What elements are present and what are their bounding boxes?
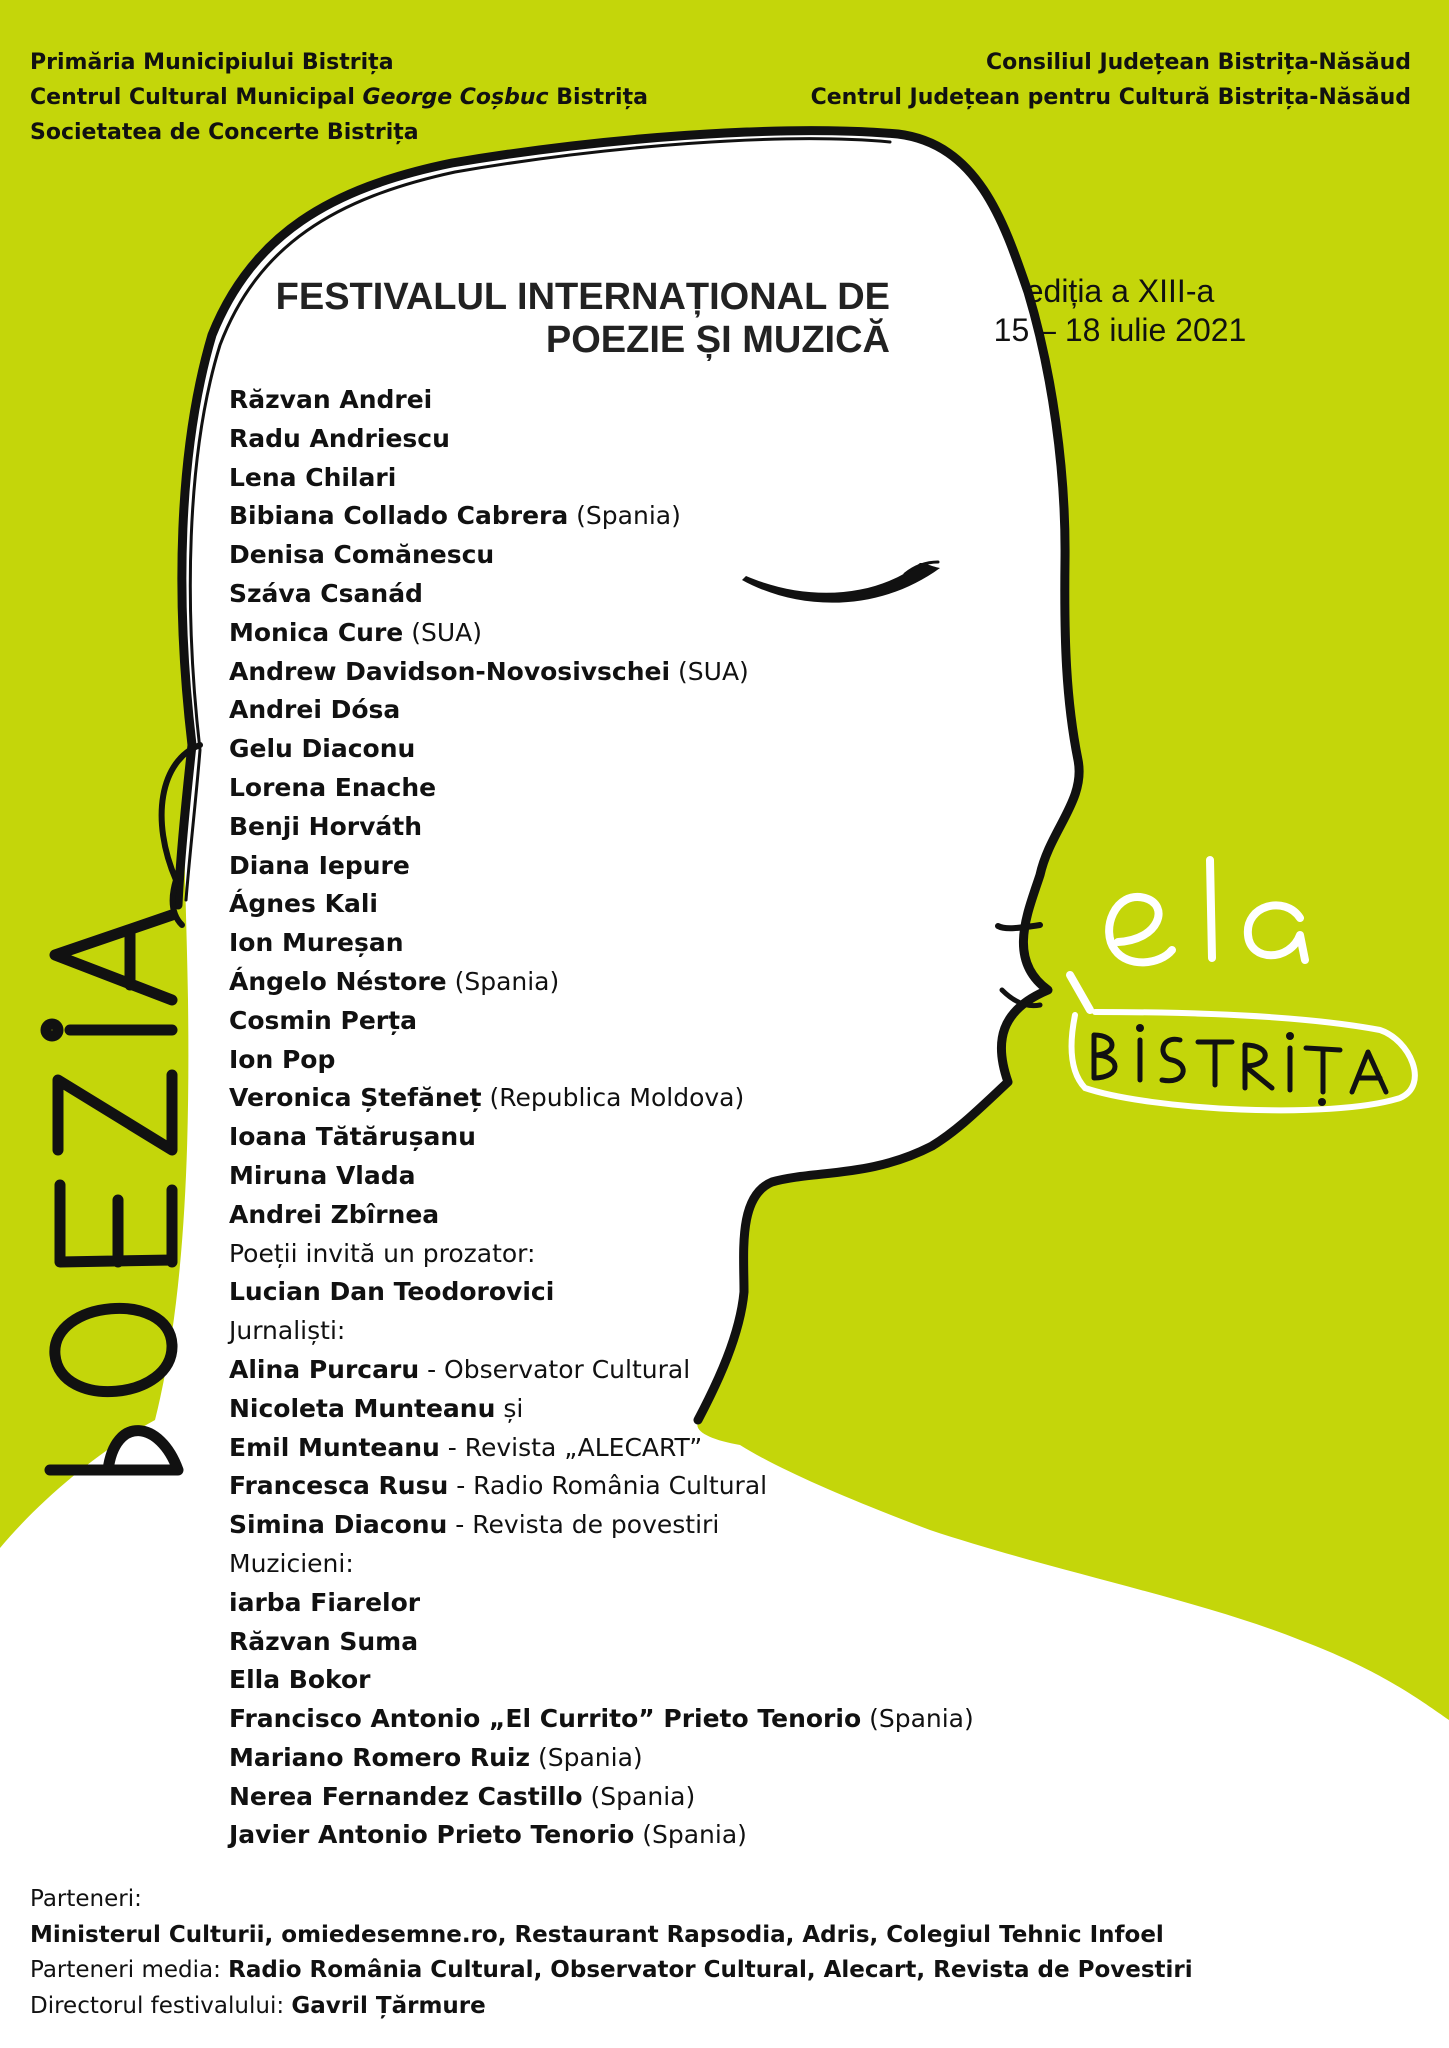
participant-name: Cosmin Perța: [229, 1005, 417, 1035]
participant-name: Alina Purcaru: [229, 1354, 420, 1384]
participant-name: Száva Csanád: [229, 578, 423, 608]
lineup-entry: [229, 730, 974, 769]
participant-note: - Radio România Cultural: [448, 1471, 768, 1501]
organizer-line: Societatea de Concerte Bistrița: [30, 120, 419, 145]
lineup-entry: [229, 1506, 974, 1545]
lineup-entry: [229, 575, 974, 614]
participant-note: - Revista „ALECART”: [439, 1432, 703, 1462]
edition-label: ediția a XIII-a: [1025, 273, 1215, 309]
lineup-entry: [229, 1661, 974, 1700]
comma-t: [1318, 1098, 1326, 1106]
section-label-text: Muzicieni:: [229, 1548, 354, 1578]
participant-name: Răzvan Suma: [229, 1626, 419, 1656]
dot-i-2: [1286, 1032, 1294, 1040]
participant-note: și: [495, 1393, 524, 1423]
poster-footer: [30, 1882, 1193, 2024]
lineup-entry: [229, 653, 974, 692]
participant-name: Andrei Zbîrnea: [229, 1199, 440, 1229]
participant-name: Javier Antonio Prieto Tenorio: [229, 1820, 635, 1850]
lineup-entry: [229, 1157, 974, 1196]
ace-logo-mark: AC/E: [1290, 1887, 1373, 1924]
participant-name: Veronica Ștefăneț: [229, 1083, 482, 1113]
lip-stroke: [998, 925, 1040, 928]
organizer-line: Centrul Cultural Municipal George Coșbuc Bistrița: [30, 85, 648, 110]
participant-name: Radu Andriescu: [229, 423, 450, 453]
lineup-section-label: [229, 1312, 974, 1351]
lineup-entry: [229, 963, 974, 1002]
lineup-entry: [229, 420, 974, 459]
participant-name: Benji Horváth: [229, 811, 422, 841]
participant-name: Nerea Fernandez Castillo: [229, 1781, 583, 1811]
section-label-text: Poeții invită un prozator:: [229, 1238, 536, 1268]
participant-name: Andrew Davidson-Novosivschei: [229, 656, 671, 686]
lineup-entry: [229, 1467, 974, 1506]
lineup-entry: [229, 924, 974, 963]
partners-label: Parteneri:: [30, 1886, 142, 1912]
participant-name: Emil Munteanu: [229, 1432, 440, 1462]
lineup-entry: [229, 1584, 974, 1623]
lineup-entry: [229, 691, 974, 730]
participant-note: (Spania): [582, 1781, 696, 1811]
lineup-entry: [229, 1118, 974, 1157]
participant-name: Ioana Tătărușanu: [229, 1122, 476, 1152]
participant-note: (Spania): [634, 1820, 747, 1850]
media-partners: Parteneri media: Radio România Cultural, Observator Cultural, Alecart, Revista de Povestiri: [30, 1957, 1193, 1983]
poezia-lettering: [46, 915, 178, 1470]
participant-name: Gelu Diaconu: [229, 734, 416, 764]
lineup-entry: [229, 1778, 974, 1817]
lineup-entry: [229, 459, 974, 498]
participant-name: Ion Mureșan: [229, 928, 404, 958]
participant-name: Denisa Comănescu: [229, 540, 495, 570]
participant-name: Lorena Enache: [229, 772, 437, 802]
edition-info: [970, 272, 1270, 350]
participant-name: Mariano Romero Ruiz: [229, 1742, 531, 1772]
participant-note: (Spania): [530, 1742, 643, 1772]
lineup-entry: [229, 1041, 974, 1080]
lineup-entry: [229, 847, 974, 886]
lineup-section-label: [229, 1235, 974, 1274]
participant-note: - Revista de povestiri: [447, 1510, 720, 1540]
lineup-entry: [229, 769, 974, 808]
participant-note: - Observator Cultural: [419, 1354, 691, 1384]
participant-name: Simina Diaconu: [229, 1510, 448, 1540]
lineup-entry: [229, 885, 974, 924]
participant-name: Francisco Antonio „El Currito” Prieto Tenorio: [229, 1704, 862, 1734]
e-la-lettering: [1070, 860, 1305, 1010]
organizers-left: [30, 45, 648, 150]
lineup-section-label: [229, 1545, 974, 1584]
dot-i-1: [1136, 1024, 1144, 1032]
participant-note: (Spania): [568, 501, 681, 531]
lineup-entry: [229, 536, 974, 575]
lineup-entry: [229, 1079, 974, 1118]
participant-note: (Spania): [861, 1704, 974, 1734]
participant-note: (SUA): [403, 617, 482, 647]
organizer-line: Consiliul Județean Bistrița-Năsăud: [985, 50, 1411, 75]
participant-name: Răzvan Andrei: [229, 385, 433, 414]
lineup-entry: [229, 1623, 974, 1662]
lineup-entry: [229, 1273, 974, 1312]
lineup-entry: [229, 1002, 974, 1041]
lineup-entry: [229, 381, 974, 420]
lineup-entry: [229, 808, 974, 847]
participant-name: Ágnes Kali: [229, 889, 378, 919]
lineup-entry: [229, 497, 974, 536]
section-label-text: Jurnaliști:: [229, 1316, 346, 1346]
lineup-entry: [229, 1429, 974, 1468]
lineup-entry: [229, 1351, 974, 1390]
organizer-line: Primăria Municipiului Bistrița: [30, 50, 394, 75]
lineup-entry: [229, 1390, 974, 1429]
festival-director: Directorul festivalului: Gavril Țărmure: [30, 1992, 486, 2019]
participant-name: Monica Cure: [229, 617, 404, 647]
participant-note: (SUA): [670, 656, 749, 686]
festival-title: FESTIVALUL INTERNAȚIONAL DE POEZIE ȘI MUZICĂ: [275, 276, 890, 361]
ace-logo: [1290, 1888, 1397, 1946]
participant-name: Nicoleta Munteanu: [229, 1393, 496, 1423]
participant-note: (Spania): [446, 966, 560, 996]
lineup-list: [229, 381, 974, 1855]
participant-name: Ion Pop: [229, 1044, 336, 1074]
participant-name: Ángelo Néstore: [229, 966, 447, 996]
organizers-right: [811, 45, 1411, 115]
participant-name: Andrei Dósa: [229, 695, 401, 725]
lineup-entry: [229, 614, 974, 653]
participant-name: Bibiana Collado Cabrera: [229, 501, 569, 531]
participant-name: Miruna Vlada: [229, 1160, 416, 1190]
lineup-entry: [229, 1196, 974, 1235]
participant-name: Ella Bokor: [229, 1665, 371, 1695]
participant-name: Lena Chilari: [229, 462, 397, 492]
partners-list: Ministerul Culturii, omiedesemne.ro, Restaurant Rapsodia, Adris, Colegiul Tehnic Infoel: [30, 1921, 1164, 1948]
participant-name: Lucian Dan Teodorovici: [229, 1277, 555, 1307]
participant-name: Francesca Rusu: [229, 1471, 449, 1501]
participant-note: (Republica Moldova): [481, 1083, 745, 1113]
lineup-entry: [229, 1739, 974, 1778]
organizer-line: Centrul Județean pentru Cultură Bistrița-Năsăud: [810, 85, 1411, 110]
lineup-entry: [229, 1700, 974, 1739]
bistrita-lettering: [1094, 1035, 1386, 1092]
ace-logo-subtitle: ACCIÓN CULTURAL ESPAÑOLA: [1290, 1924, 1397, 1945]
participant-name: Diana Iepure: [229, 850, 410, 880]
lineup-entry: [229, 1816, 974, 1855]
festival-dates: 15 – 18 iulie 2021: [993, 312, 1247, 348]
participant-name: iarba Fiarelor: [229, 1587, 421, 1617]
